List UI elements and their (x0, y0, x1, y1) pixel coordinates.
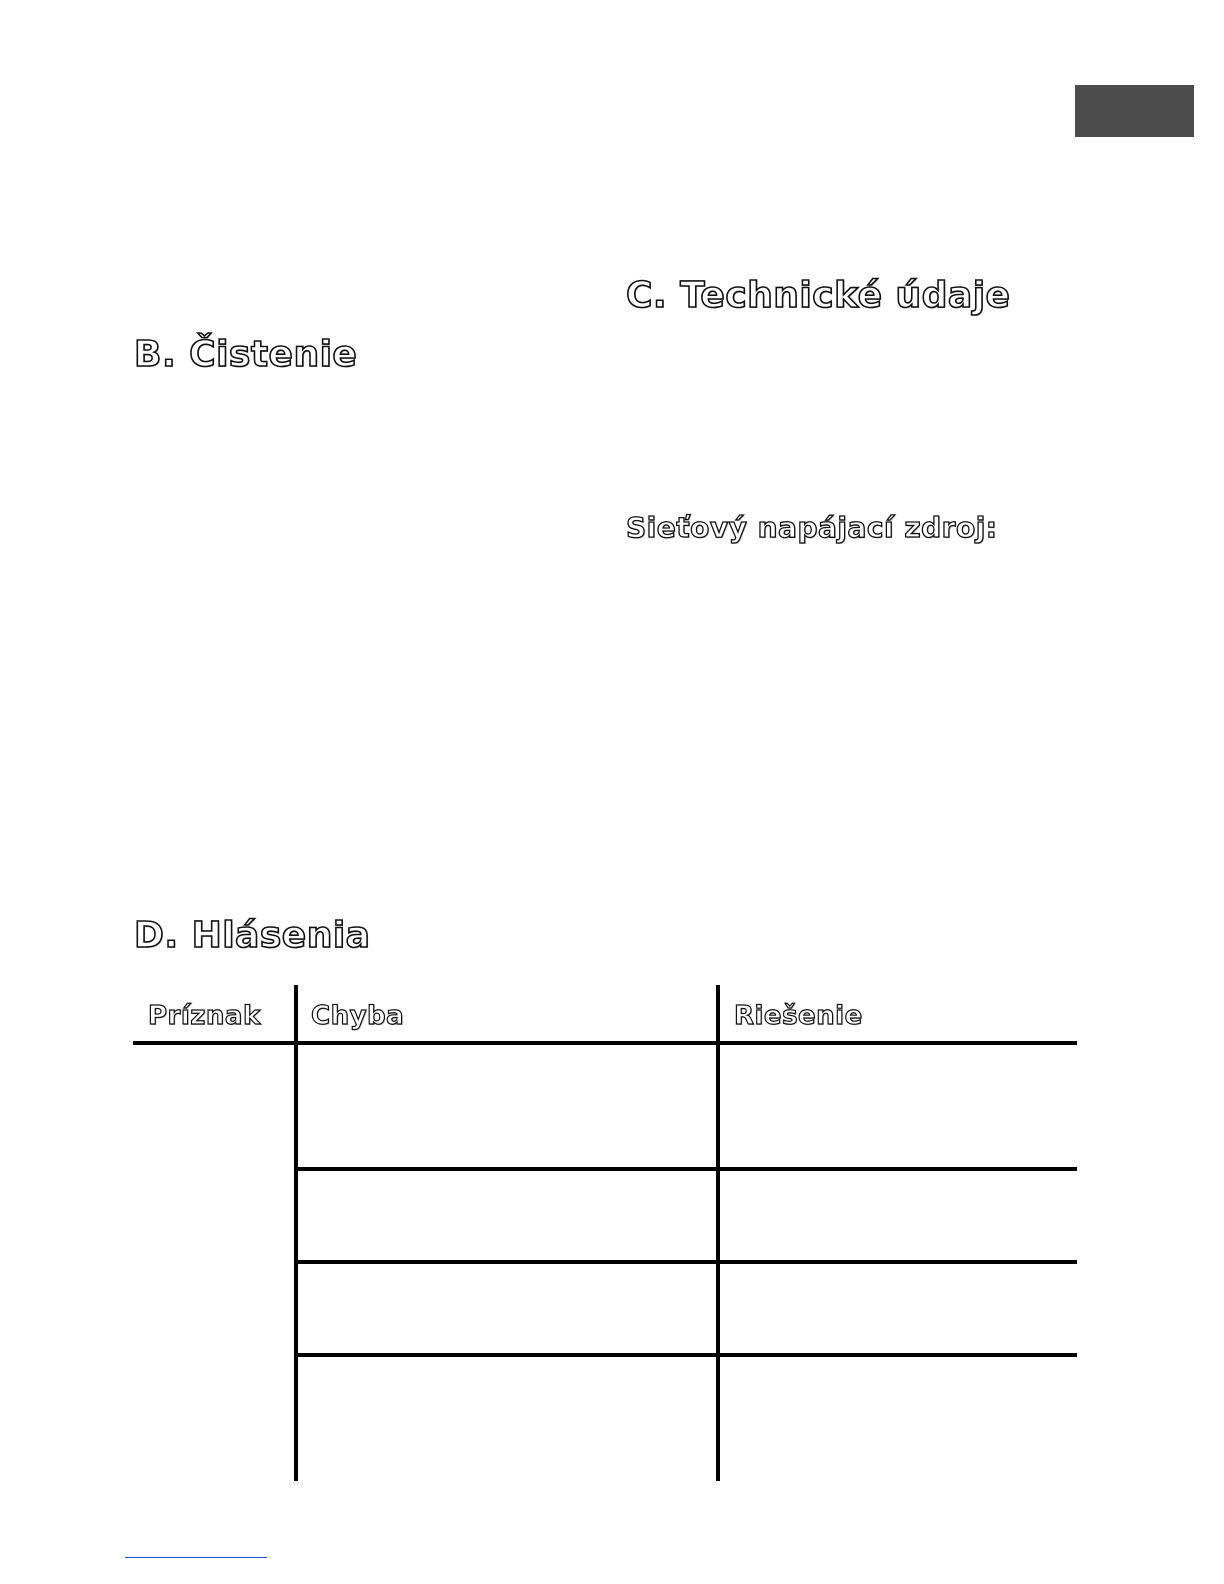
table-column-divider-1 (294, 985, 298, 1481)
table-column-divider-2 (716, 985, 720, 1481)
table-header-symptom: Príznak (148, 1001, 261, 1031)
section-heading-cleaning: B. Čistenie (134, 334, 358, 375)
power-supply-label: Sieťový napájací zdroj: (626, 511, 998, 544)
section-heading-technical-data: C. Technické údaje (626, 275, 1011, 316)
table-header-error: Chyba (311, 1001, 405, 1031)
table-header-solution: Riešenie (734, 1001, 863, 1031)
section-heading-messages: D. Hlásenia (134, 915, 371, 956)
language-tab-marker (1075, 85, 1194, 137)
table-row-separator (294, 1353, 1077, 1357)
table-row-separator (294, 1167, 1077, 1171)
table-row-separator (294, 1260, 1077, 1264)
footnote-rule (125, 1557, 267, 1558)
table-header-rule (133, 1041, 1077, 1045)
